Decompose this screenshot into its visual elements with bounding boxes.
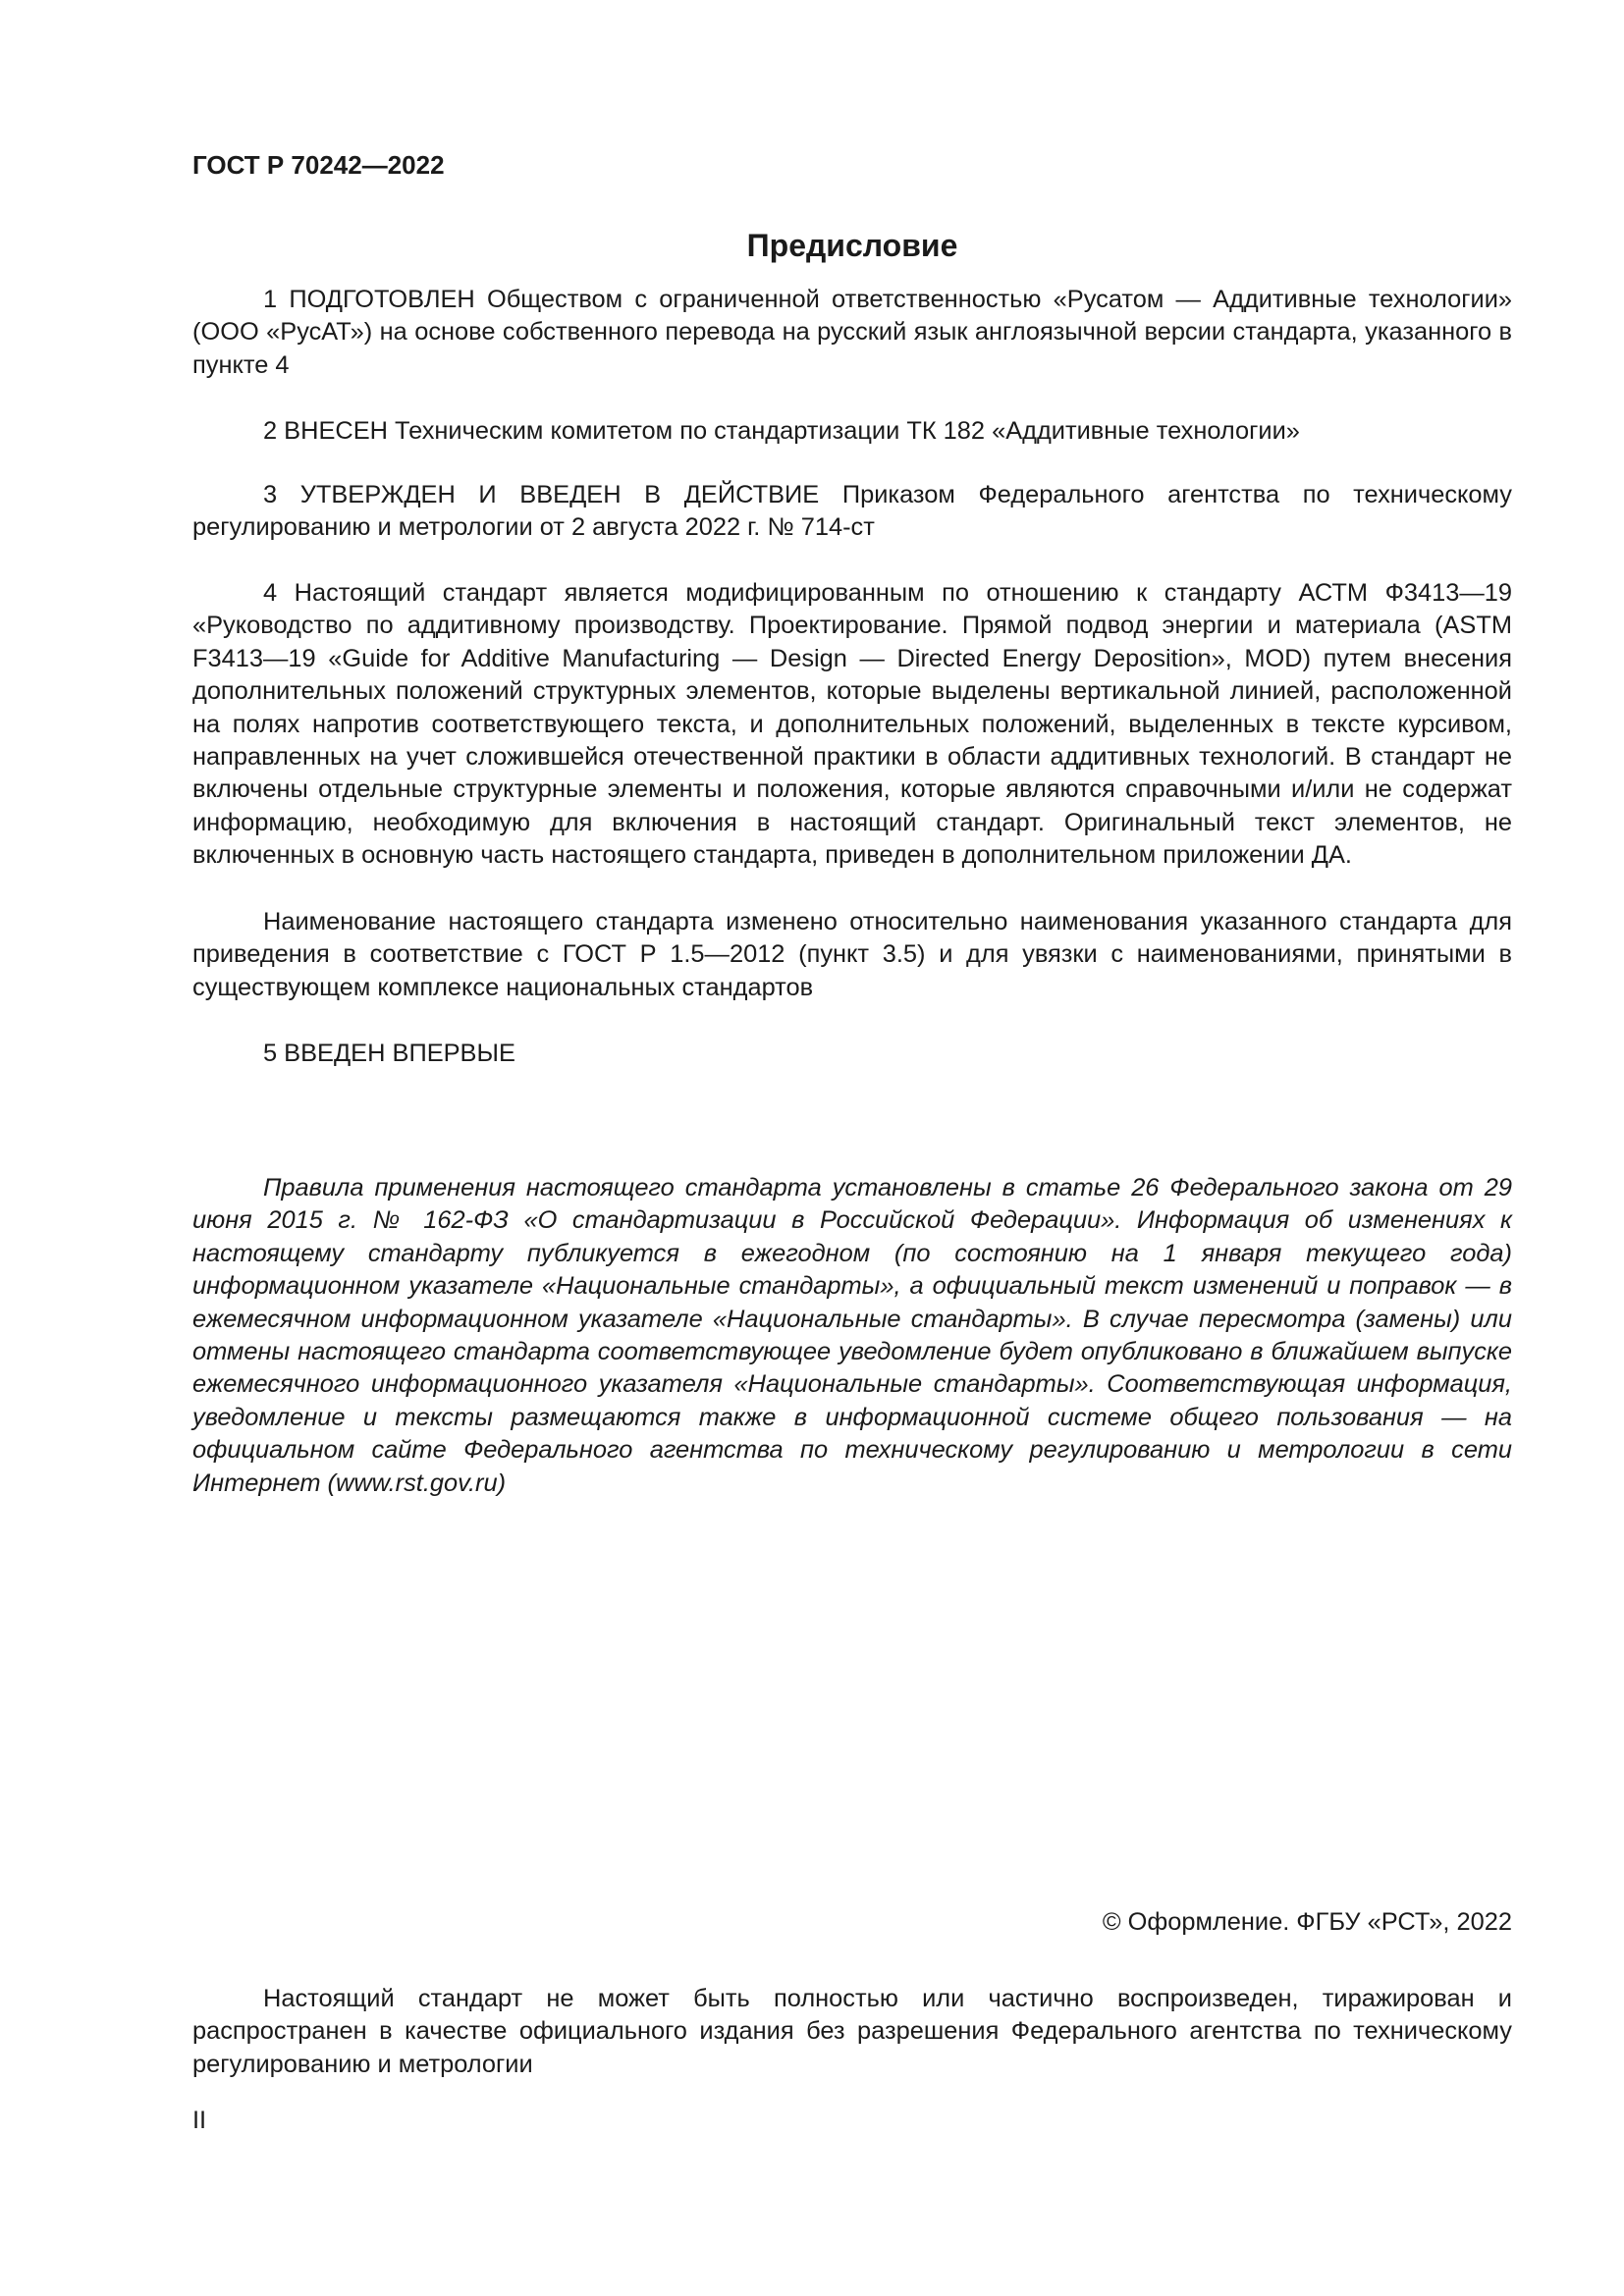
section-introduced: 2 ВНЕСЕН Техническим комитетом по стандартизации ТК 182 «Аддитивные технологии» <box>263 417 1300 445</box>
page-number: II <box>192 2107 207 2134</box>
copyright-notice: © Оформление. ФГБУ «РСТ», 2022 <box>1102 1908 1512 1936</box>
page-title: Предисловие <box>746 228 958 263</box>
section-name-changed: Наименование настоящего стандарта изменено относительно наименования указанного стандарта для приведения в соответствие с ГОСТ Р 1.5—2012 (пункт 3.5) и для увязки с наименованиями, принятыми в существующем комплексе национальных стандартов <box>192 908 1512 1001</box>
section-first-introduced: 5 ВВЕДЕН ВПЕРВЫЕ <box>263 1040 515 1067</box>
section-modified: 4 Настоящий стандарт является модифицированным по отношению к стандарту АСТМ Ф3413—19 «Руководство по аддитивному производству. Проектирование. Прямой подвод энергии и материала (ASTM F3413—19 «Guide for Additive Manufacturing — Design — Directed Energy Deposition», MOD) путем внесения дополнительных положений структурных элементов, которые выделены вертикальной линией, расположенной на полях напротив соответствующего текста, и дополнительных положений, выделенных в тексте курсивом, направленных на учет сложившейся отечественной практики в области аддитивных технологий. В стандарт не включены отдельные структурные элементы и положения, которые являются справочными и/или не содержат информацию, необходимую для включения в настоящий стандарт. Оригинальный текст элементов, не включенных в основную часть настоящего стандарта, приведен в дополнительном приложении ДА. <box>192 579 1512 870</box>
section-approved: 3 УТВЕРЖДЕН И ВВЕДЕН В ДЕЙСТВИЕ Приказом Федерального агентства по техническому регулированию и метрологии от 2 августа 2022 г. № 714-ст <box>192 481 1512 542</box>
document-code: ГОСТ Р 70242—2022 <box>192 150 445 180</box>
rules-notice: Правила применения настоящего стандарта установлены в статье 26 Федерального закона от 29 июня 2015 г. № 162-ФЗ «О стандартизации в Российской Федерации». Информация об изменениях к настоящему стандарту публикуется в ежегодном (по состоянию на 1 января текущего года) информационном указателе «Национальные стандарты», а официальный текст изменений и поправок — в ежемесячном информационном указателе «Национальные стандарты». В случае пересмотра (замены) или отмены настоящего стандарта соответствующее уведомление будет опубликовано в ближайшем выпуске ежемесячного информационного указателя «Национальные стандарты». Соответствующая информация, уведомление и тексты размещаются также в информационной системе общего пользования — на официальном сайте Федерального агентства по техническому регулированию и метрологии в сети Интернет (www.rst.gov.ru) <box>192 1174 1512 1497</box>
reproduction-notice: Настоящий стандарт не может быть полностью или частично воспроизведен, тиражирован и распространен в качестве официального издания без разрешения Федерального агентства по техническому регулированию и метрологии <box>192 1985 1512 2078</box>
section-prepared: 1 ПОДГОТОВЛЕН Обществом с ограниченной ответственностью «Русатом — Аддитивные технологии» (ООО «РусАТ») на основе собственного перевода на русский язык англоязычной версии стандарта, указанного в пункте 4 <box>192 286 1512 379</box>
